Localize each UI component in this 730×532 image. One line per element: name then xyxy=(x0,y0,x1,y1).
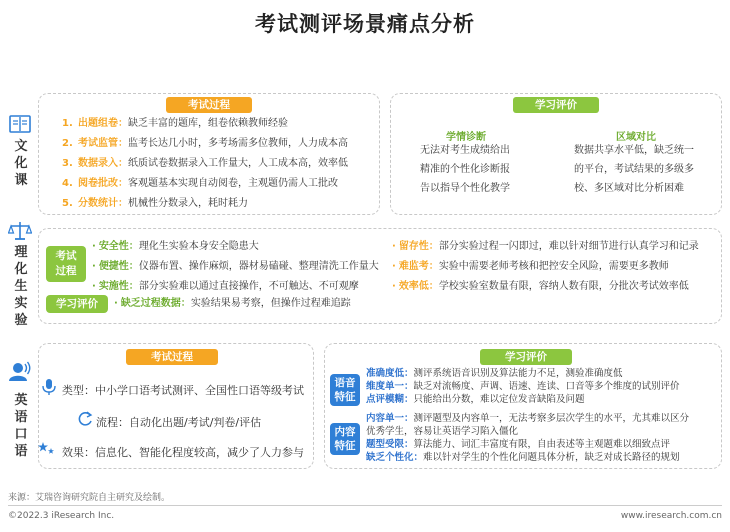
list-item: 4. 阅卷批改：客观题基本实现自动阅卷，主观题仍需人工批改 xyxy=(62,178,338,189)
list-item: · 难监考：实验中需要老师考核和把控安全风险，需要更多教师 xyxy=(392,257,699,277)
speech-feature-tag: 语音 特征 xyxy=(330,374,360,406)
science-eval-list xyxy=(114,294,351,314)
list-item: 5. 分数统计：机械性分数录入，耗时耗力 xyxy=(62,198,248,209)
diagnosis-heading: 学情诊断 xyxy=(446,132,486,143)
list-item: · 效率低：学校实验室数量有限，容纳人数有限，分批次考试效率低 xyxy=(392,277,699,297)
footer-divider xyxy=(8,505,722,506)
speech-feature-list xyxy=(366,367,680,406)
content-feature-list xyxy=(366,412,689,464)
english-process-header: 考试过程 xyxy=(126,349,218,365)
regional-comparison-text: 数据共享水平低，缺乏统一 的平台，考试结果的多级多 校、多区域对比分析困难 xyxy=(574,145,694,194)
english-effect-row: 效果：信息化、智能化程度较高，减少了人力参与 xyxy=(62,446,304,459)
refresh-icon xyxy=(76,410,94,428)
list-item: · 实施性：部分实验难以通过直接操作，不可触达、不可观摩 xyxy=(92,277,379,297)
list-item: · 缺乏过程数据：实验结果易考察，但操作过程难追踪 xyxy=(114,294,351,314)
regional-comparison-heading: 区域对比 xyxy=(616,132,656,143)
english-flow-row: 流程：自动化出题/考试/判卷/评估 xyxy=(96,416,262,429)
speaker-person-icon xyxy=(8,360,32,382)
copyright-text: ©2022.3 iResearch Inc. xyxy=(8,511,115,521)
list-item: 点评模糊：只能给出分数，难以定位发音缺陷及问题 xyxy=(366,394,585,405)
list-item: 准确度低：测评系统语音识别及算法能力不足，测验准确度低 xyxy=(366,368,623,379)
diagnosis-text: 无法对考生成绩给出 精准的个性化诊断报 告以指导个性化教学 xyxy=(420,145,510,194)
list-item: · 留存性：部分实验过程一闪即过，难以针对细节进行认真学习和记录 xyxy=(392,237,699,257)
list-item: 2. 考试监管：监考长达几小时，多考场需多位教师，人力成本高 xyxy=(62,138,348,149)
science-eval-tag: 学习评价 xyxy=(46,295,108,313)
english-type-row: 类型：中小学口语考试测评、全国性口语等级考试 xyxy=(62,384,304,397)
list-item: 3. 数据录入：纸质试卷数据录入工作量大，人工成本高，效率低 xyxy=(62,158,348,169)
section-label-science: 理 化 生 实 验 xyxy=(14,245,28,328)
stars-icon xyxy=(38,440,56,458)
list-item: 内容单一：测评题型及内容单一，无法考察多层次学生的水平，尤其难以区分 xyxy=(366,413,690,424)
section-label-english: 英 语 口 语 xyxy=(14,393,28,459)
page-title: 考试测评场景痛点分析 xyxy=(255,12,475,36)
microphone-icon xyxy=(40,378,58,396)
science-exam-tag: 考试 过程 xyxy=(46,246,86,282)
science-right-list xyxy=(392,237,699,297)
culture-evaluation-header: 学习评价 xyxy=(513,97,599,113)
content-feature-tag: 内容 特征 xyxy=(330,423,360,455)
section-label-culture: 文 化 课 xyxy=(14,139,28,188)
english-evaluation-header: 学习评价 xyxy=(480,349,572,365)
list-item: 1. 出题组卷：缺乏丰富的题库，组卷依赖教师经验 xyxy=(62,118,288,129)
website-link[interactable]: www.iresearch.com.cn xyxy=(620,511,722,521)
culture-process-list xyxy=(62,114,348,214)
list-item: 优秀学生，容易让英语学习陷入僵化 xyxy=(366,426,519,437)
book-icon xyxy=(8,113,32,135)
list-item: 题型受限：算法能力、词汇丰富度有限，自由表述等主观题难以细致点评 xyxy=(366,439,671,450)
scale-icon xyxy=(8,220,32,242)
list-item: · 安全性：理化生实验本身安全隐患大 xyxy=(92,237,379,257)
list-item: 缺乏个性化：难以针对学生的个性化问题具体分析，缺乏对成长路径的规划 xyxy=(366,452,680,463)
culture-process-header: 考试过程 xyxy=(166,97,252,113)
list-item: 维度单一：缺乏对流畅度、声调、语速、连读、口音等多个维度的试别评价 xyxy=(366,381,680,392)
source-note: 来源：艾瑞咨询研究院自主研究及绘制。 xyxy=(8,493,171,503)
science-left-list xyxy=(92,237,379,297)
list-item: · 便捷性：仪器布置、操作麻烦，器材易磕碰、整理清洗工作量大 xyxy=(92,257,379,277)
